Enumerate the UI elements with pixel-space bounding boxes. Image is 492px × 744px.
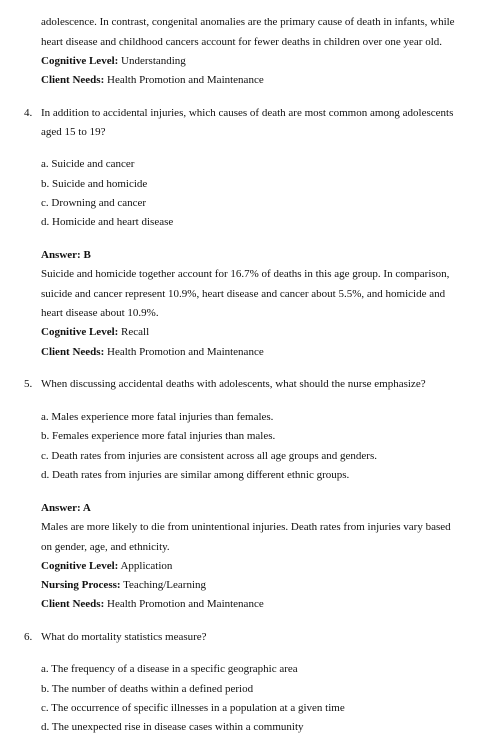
- question-text: What do mortality statistics measure?: [41, 631, 207, 643]
- answer: Answer: A: [41, 502, 91, 514]
- nursing-process: [41, 578, 206, 592]
- option-b: b. Suicide and homicide: [41, 178, 148, 190]
- client-needs-value: Health Promotion and Maintenance: [104, 346, 264, 358]
- client-needs-label: Client Needs:: [41, 346, 105, 358]
- client-needs-value: Health Promotion and Maintenance: [104, 74, 264, 86]
- option-b: b. The number of deaths within a defined period: [41, 683, 254, 695]
- nursing-process-label: Nursing Process:: [41, 579, 121, 591]
- rationale-line: heart disease and childhood cancers account for fewer deaths in children over one year old.: [41, 36, 443, 48]
- question-text-cont: aged 15 to 19?: [41, 126, 106, 138]
- rationale-line: suicide and cancer represent 10.9%, heart disease and cancer about 5.5%, and homicide and: [41, 288, 446, 300]
- cognitive-level-value: Understanding: [118, 55, 186, 67]
- question-5: [24, 377, 426, 391]
- answer: Answer: B: [41, 249, 91, 261]
- question-6: [24, 630, 207, 644]
- question-text: When discussing accidental deaths with adolescents, what should the nurse emphasize?: [41, 378, 426, 390]
- cognitive-level-label: Cognitive Level:: [41, 326, 119, 338]
- question-number: 6.: [24, 631, 33, 643]
- question-number: 5.: [24, 378, 33, 390]
- question-number: 4.: [24, 107, 33, 119]
- cognitive-level-value: Recall: [118, 326, 150, 338]
- client-needs-value: Health Promotion and Maintenance: [104, 598, 264, 610]
- client-needs: [41, 597, 264, 611]
- rationale-line: Suicide and homicide together account for 16.7% of deaths in this age group. In comparison,: [41, 268, 450, 280]
- option-a: a. Males experience more fatal injuries than females.: [41, 411, 274, 423]
- nursing-process-value: Teaching/Learning: [120, 579, 207, 591]
- cognitive-level-label: Cognitive Level:: [41, 560, 119, 572]
- cognitive-level: [41, 54, 186, 68]
- option-a: a. The frequency of a disease in a specific geographic area: [41, 663, 298, 675]
- option-d: d. Death rates from injuries are similar among different ethnic groups.: [41, 469, 350, 481]
- rationale-line: on gender, age, and ethnicity.: [41, 541, 170, 553]
- option-a: a. Suicide and cancer: [41, 158, 135, 170]
- option-c: c. Drowning and cancer: [41, 197, 147, 209]
- client-needs-label: Client Needs:: [41, 598, 105, 610]
- client-needs: [41, 73, 264, 87]
- cognitive-level: [41, 559, 172, 573]
- option-d: d. The unexpected rise in disease cases within a community: [41, 721, 304, 733]
- question-4: [24, 106, 453, 120]
- rationale-line: heart disease about 10.9%.: [41, 307, 159, 319]
- cognitive-level: [41, 325, 149, 339]
- option-b: b. Females experience more fatal injuries than males.: [41, 430, 276, 442]
- question-text: In addition to accidental injuries, which causes of death are most common among adolescents: [41, 107, 454, 119]
- rationale-line: Males are more likely to die from unintentional injuries. Death rates from injuries vary based: [41, 521, 451, 533]
- cognitive-level-value: Application: [118, 560, 173, 572]
- rationale-line: adolescence. In contrast, congenital anomalies are the primary cause of death in infants, while: [41, 16, 455, 28]
- client-needs: [41, 345, 264, 359]
- cognitive-level-label: Cognitive Level:: [41, 55, 119, 67]
- client-needs-label: Client Needs:: [41, 74, 105, 86]
- option-d: d. Homicide and heart disease: [41, 216, 174, 228]
- option-c: c. Death rates from injuries are consistent across all age groups and genders.: [41, 450, 377, 462]
- option-c: c. The occurrence of specific illnesses in a population at a given time: [41, 702, 345, 714]
